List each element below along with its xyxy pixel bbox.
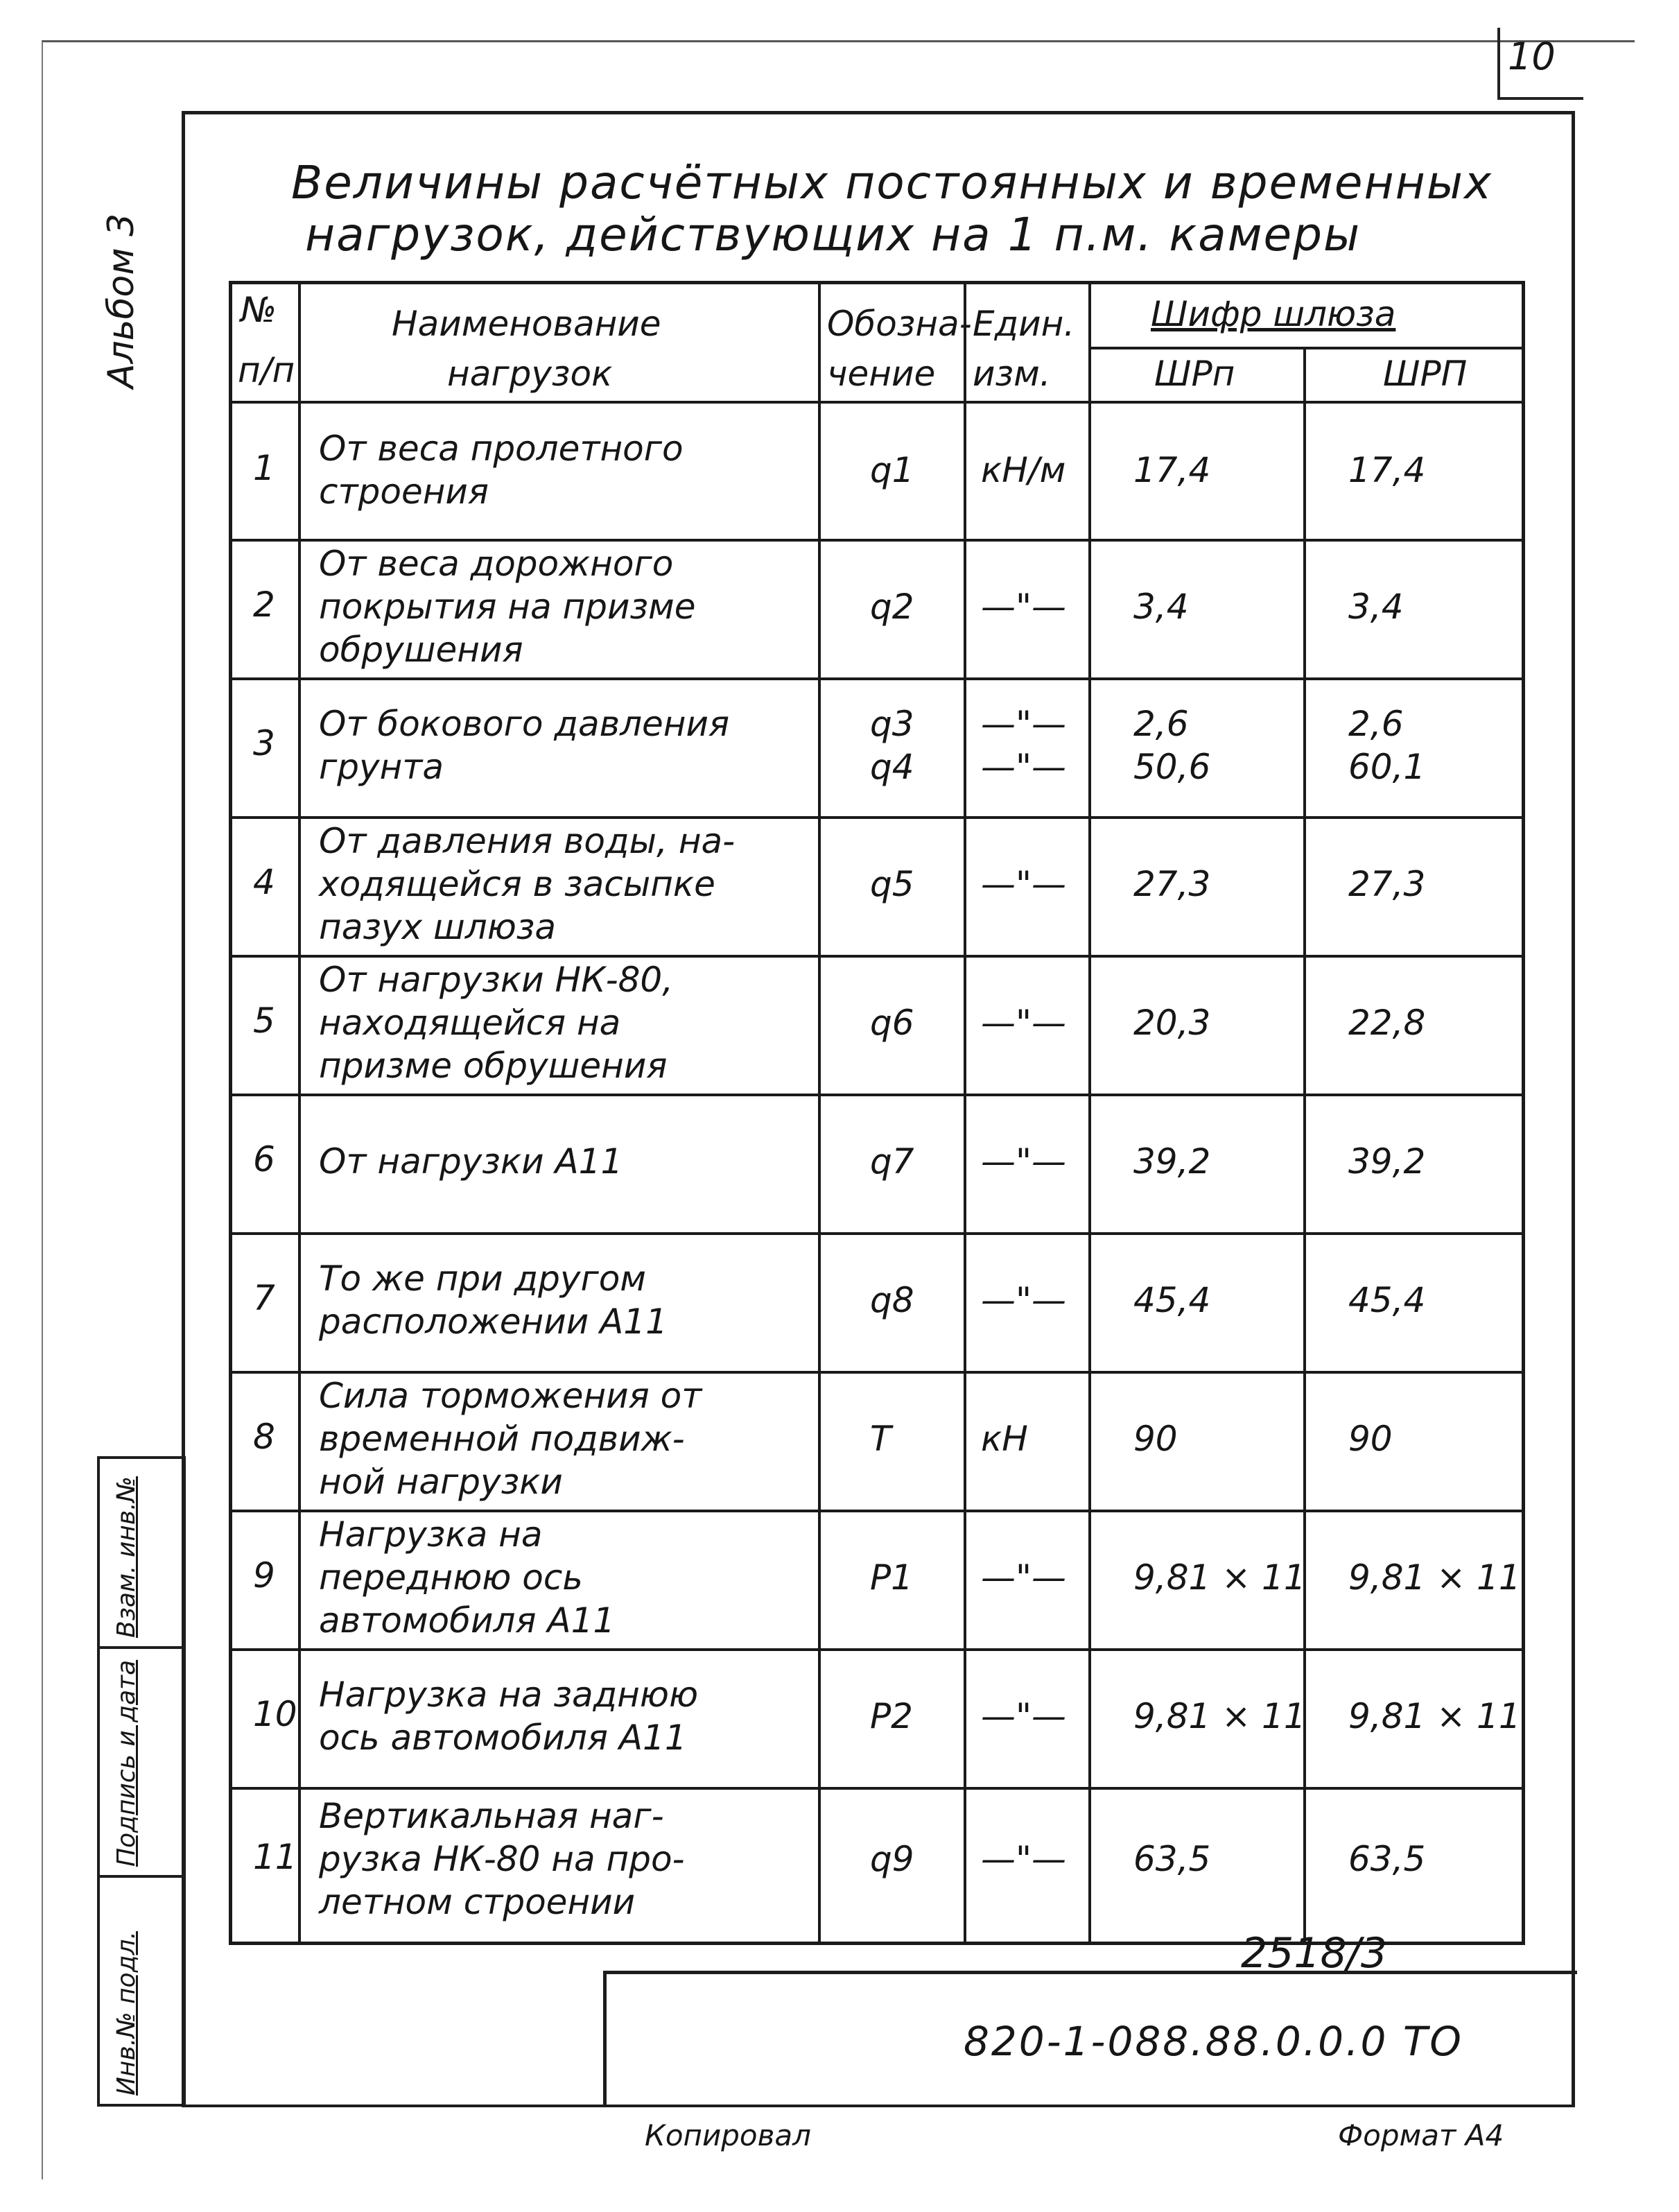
format-label: Формат А4 <box>1338 2118 1504 2152</box>
load-unit: —"— <box>981 1696 1066 1736</box>
row-divider <box>232 1371 1522 1374</box>
load-name-line: переднюю ось <box>319 1557 583 1598</box>
value-shrp2: 3,4 <box>1348 587 1404 627</box>
header-symbol: Обозна- <box>827 304 972 344</box>
load-name-line: обрушения <box>319 630 523 670</box>
load-name-line: рузка НК-80 на про- <box>319 1839 685 1879</box>
value-shrp1: 17,4 <box>1133 449 1211 490</box>
load-name-line: строения <box>319 471 489 512</box>
value-shrp1: 90 <box>1133 1419 1178 1459</box>
value-shrp1: 9,81 × 11 <box>1133 1557 1306 1598</box>
value-shrp1: 45,4 <box>1133 1280 1211 1320</box>
load-name-line: От веса пролетного <box>319 428 684 469</box>
header-symbol: чение <box>827 354 936 394</box>
value-shrp1: 20,3 <box>1133 1003 1211 1043</box>
load-symbol: q2 <box>870 587 914 627</box>
value-shrp2: 90 <box>1348 1419 1393 1459</box>
row-divider <box>232 955 1522 958</box>
load-name-line: От веса дорожного <box>319 544 674 584</box>
row-number: 7 <box>253 1278 275 1318</box>
col-divider <box>818 284 821 1942</box>
row-number: 9 <box>253 1555 275 1596</box>
load-symbol: q1 <box>870 449 914 490</box>
row-number: 5 <box>253 1001 275 1041</box>
load-unit: —"— <box>981 1141 1066 1182</box>
page-number: 10 <box>1508 35 1556 78</box>
value-shrp1: 3,4 <box>1133 587 1189 627</box>
load-symbol: q6 <box>870 1003 914 1043</box>
header-col1: ШРп <box>1154 354 1235 394</box>
value-shrp1: 2,6 <box>1133 704 1189 744</box>
header-num: № <box>241 290 277 330</box>
copied-by-label: Копировал <box>645 2118 811 2152</box>
load-name-line: Нагрузка на заднюю <box>319 1675 699 1715</box>
document-code: 820-1-088.88.0.0.0 ТО <box>964 2018 1463 2065</box>
load-name-line: От бокового давления <box>319 704 730 744</box>
album-label: Альбом 3 <box>101 213 142 388</box>
load-name-line: ходящейся в засыпке <box>319 864 715 904</box>
row-number: 2 <box>253 585 275 625</box>
col-divider <box>1088 284 1091 1942</box>
value-shrp2: 27,3 <box>1348 864 1426 904</box>
load-unit: —"— <box>981 704 1066 744</box>
load-unit: кН <box>981 1419 1028 1459</box>
strip-label-replace-inv: Взам. инв.№ <box>112 1476 141 1638</box>
title-line-1: Величины расчётных постоянных и временных <box>291 156 1493 209</box>
value-shrp1: 27,3 <box>1133 864 1211 904</box>
value-shrp2: 45,4 <box>1348 1280 1426 1320</box>
load-unit: кН/м <box>981 449 1066 490</box>
stamp-number: 2518/3 <box>1241 1929 1388 1978</box>
row-divider <box>232 1232 1522 1235</box>
row-number: 6 <box>253 1139 275 1180</box>
value-shrp1: 9,81 × 11 <box>1133 1696 1306 1736</box>
row-divider <box>232 1094 1522 1096</box>
load-name-line: ной нагрузки <box>319 1462 563 1502</box>
row-number: 8 <box>253 1417 275 1457</box>
load-name-line: призме обрушения <box>319 1046 668 1086</box>
load-name-line: Нагрузка на <box>319 1514 543 1555</box>
value-shrp2: 9,81 × 11 <box>1348 1557 1521 1598</box>
header-col2: ШРП <box>1383 354 1468 394</box>
load-name-line: пазух шлюза <box>319 907 557 947</box>
header-name: нагрузок <box>447 354 613 394</box>
value-shrp2: 60,1 <box>1348 747 1426 787</box>
load-symbol: P1 <box>870 1557 913 1598</box>
load-name-line: покрытия на призме <box>319 587 696 627</box>
row-number: 4 <box>253 862 275 902</box>
side-stamp-strip <box>97 1456 186 2107</box>
strip-label-inv-orig: Инв.№ подл. <box>112 1931 141 2096</box>
strip-divider <box>100 1646 183 1649</box>
load-name-line: ось автомобиля А11 <box>319 1718 687 1758</box>
load-name-line: автомобиля А11 <box>319 1600 616 1641</box>
header-group: Шифр шлюза <box>1151 294 1396 334</box>
row-divider <box>232 401 1522 404</box>
row-number: 1 <box>253 447 275 488</box>
row-divider <box>232 1648 1522 1651</box>
load-unit: —"— <box>981 1003 1066 1043</box>
load-symbol: q3 <box>870 704 914 744</box>
header-num: п/п <box>238 350 295 390</box>
load-unit: —"— <box>981 747 1066 787</box>
load-unit: —"— <box>981 1557 1066 1598</box>
load-name-line: грунта <box>319 747 444 787</box>
row-divider <box>232 677 1522 680</box>
header-unit: изм. <box>973 354 1051 394</box>
header-unit: Един. <box>973 304 1075 344</box>
loads-table <box>229 281 1525 1945</box>
row-divider <box>232 539 1522 542</box>
load-symbol: q9 <box>870 1839 914 1879</box>
load-name-line: Сила торможения от <box>319 1376 702 1416</box>
value-shrp1: 50,6 <box>1133 747 1211 787</box>
value-shrp2: 17,4 <box>1348 449 1426 490</box>
col-divider <box>964 284 966 1942</box>
load-symbol: q7 <box>870 1141 914 1182</box>
header-name: Наименование <box>392 304 661 344</box>
value-shrp1: 63,5 <box>1133 1839 1211 1879</box>
title-line-2: нагрузок, действующих на 1 п.м. камеры <box>305 208 1362 261</box>
value-shrp1: 39,2 <box>1133 1141 1211 1182</box>
row-number: 3 <box>253 723 275 763</box>
load-unit: —"— <box>981 1280 1066 1320</box>
load-symbol: q8 <box>870 1280 914 1320</box>
row-number: 11 <box>253 1837 297 1877</box>
strip-label-signature: Подпись и дата <box>112 1659 141 1867</box>
row-number: 10 <box>253 1694 297 1734</box>
group-divider <box>1088 347 1522 349</box>
load-symbol: q5 <box>870 864 914 904</box>
row-divider <box>232 1510 1522 1512</box>
col-divider <box>298 284 301 1942</box>
load-name-line: От давления воды, на- <box>319 821 736 861</box>
load-name-line: находящейся на <box>319 1003 621 1043</box>
value-shrp2: 2,6 <box>1348 704 1404 744</box>
row-divider <box>232 816 1522 819</box>
load-name-line: От нагрузки А11 <box>319 1141 623 1182</box>
value-shrp2: 39,2 <box>1348 1141 1426 1182</box>
load-symbol: q4 <box>870 747 914 787</box>
value-shrp2: 9,81 × 11 <box>1348 1696 1521 1736</box>
load-name-line: Вертикальная наг- <box>319 1796 664 1836</box>
load-symbol: T <box>870 1419 891 1459</box>
load-name-line: То же при другом <box>319 1259 647 1299</box>
value-shrp2: 22,8 <box>1348 1003 1426 1043</box>
load-unit: —"— <box>981 587 1066 627</box>
load-symbol: P2 <box>870 1696 913 1736</box>
strip-divider <box>100 1875 183 1878</box>
load-name-line: временной подвиж- <box>319 1419 685 1459</box>
load-name-line: летном строении <box>319 1882 636 1922</box>
load-unit: —"— <box>981 1839 1066 1879</box>
load-unit: —"— <box>981 864 1066 904</box>
value-shrp2: 63,5 <box>1348 1839 1426 1879</box>
row-divider <box>232 1787 1522 1790</box>
load-name-line: От нагрузки НК-80, <box>319 960 674 1000</box>
load-name-line: расположении А11 <box>319 1302 668 1342</box>
